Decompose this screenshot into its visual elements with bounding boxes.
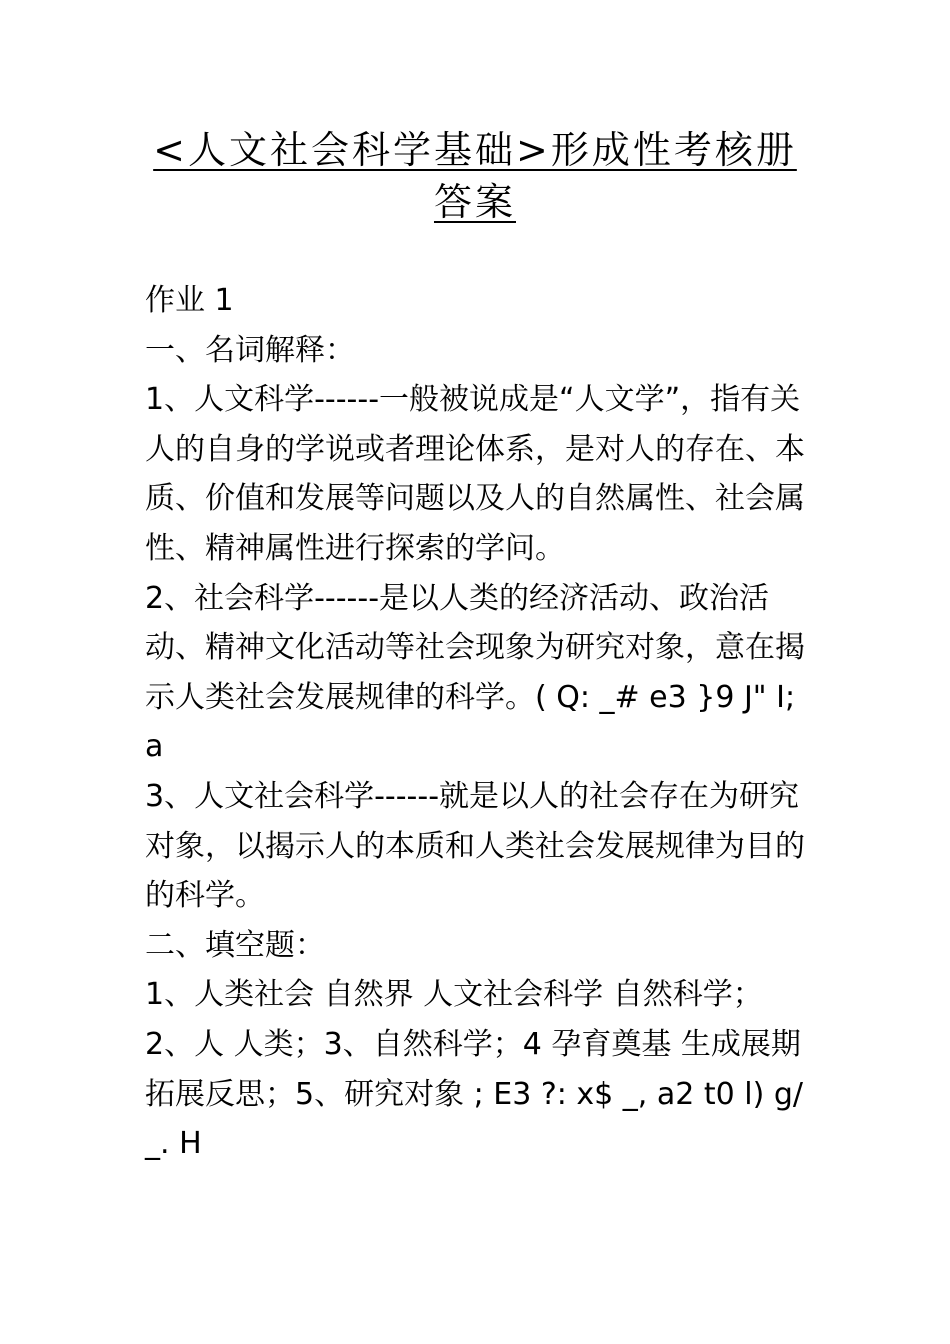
assignment-heading: 作业 1 — [145, 283, 234, 318]
section-heading-terms: 一、名词解释： — [145, 332, 355, 368]
paragraph-fill-blank-answers: 1、人类社会 自然界 人文社会科学 自然科学；2、人 人类；3、自然科学；4 孕育奠基 生成展期拓展反思；5、研究对象 ; E3 ?: x$ _, a2 t0 l) g/ _. H — [145, 977, 803, 1162]
document-title: <人文社会科学基础>形成性考核册答案 — [153, 128, 797, 224]
section-heading-fill-blank: 二、填空题： — [145, 927, 325, 963]
paragraph-term-1: 1、人文科学------一般被说成是“人文学”，指有关人的自身的学说或者理论体系，是对人的存在、本质、价值和发展等问题以及人的自然属性、社会属性、精神属性进行探索的学问。 — [145, 382, 805, 566]
paragraph-term-3: 3、人文社会科学------就是以人的社会存在为研究对象，以揭示人的本质和人类社会发展规律为目的的科学。 — [145, 778, 805, 914]
document-body — [145, 276, 810, 1169]
paragraph-term-2: 2、社会科学------是以人类的经济活动、政治活动、精神文化活动等社会现象为研究对象，意在揭示人类社会发展规律的科学。( Q: _# e3 }9 J" I; a — [145, 580, 805, 765]
